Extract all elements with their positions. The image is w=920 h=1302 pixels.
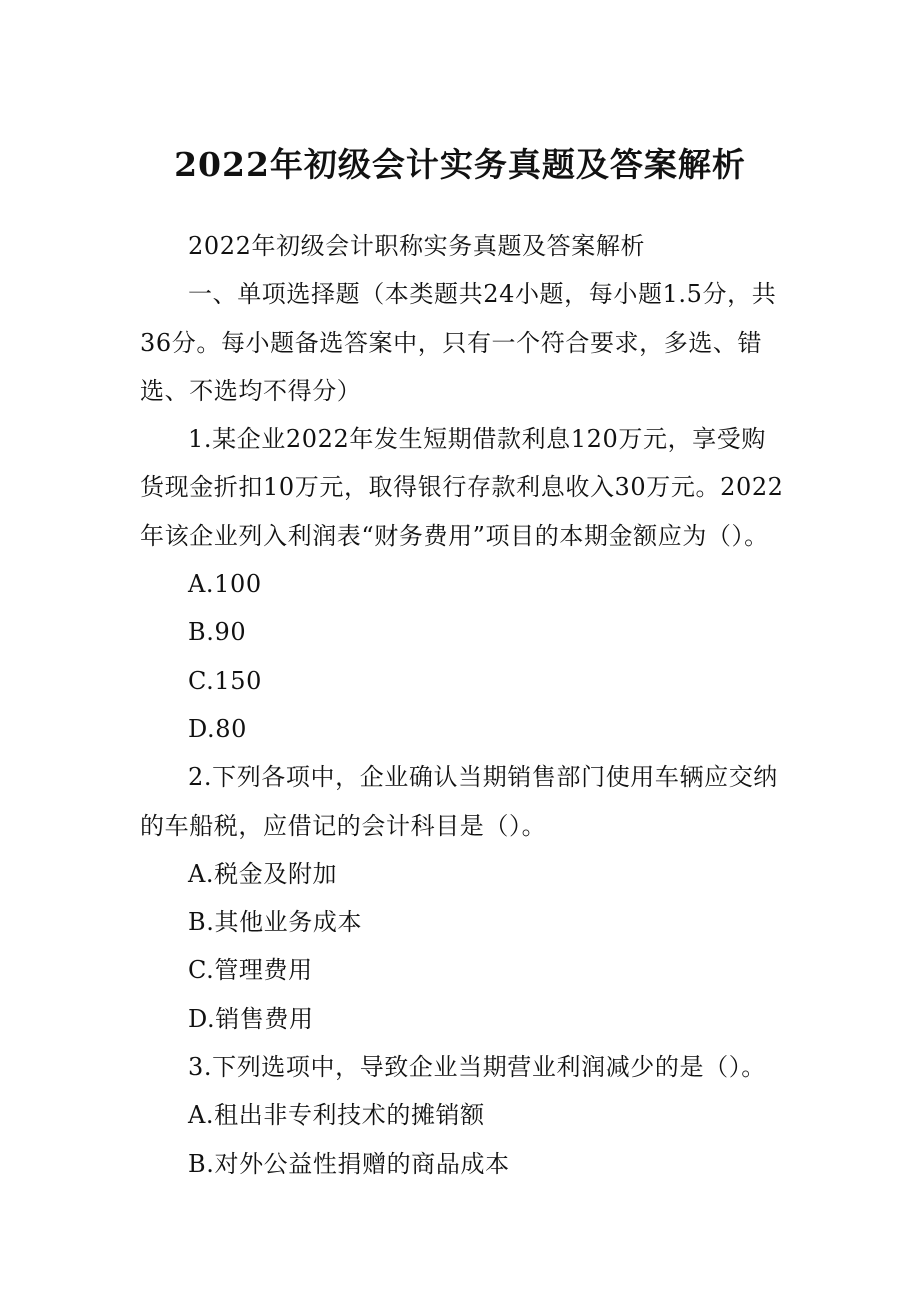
- paragraph: D.销售费用: [188, 1004, 314, 1033]
- paragraph: A.税金及附加: [188, 859, 338, 888]
- document-body: [140, 222, 790, 1188]
- paragraph: A.100: [188, 570, 262, 599]
- document-title: 2022年初级会计实务真题及答案解析: [174, 145, 746, 184]
- paragraph: B.对外公益性捐赠的商品成本: [188, 1149, 510, 1178]
- paragraph: B.其他业务成本: [188, 908, 363, 937]
- paragraph: 1.某企业2022年发生短期借款利息120万元，享受购货现金折扣10万元，取得银行存款利息收入30万元。2022年该企业列入利润表“财务费用”项目的本期金额应为（）。: [140, 425, 784, 550]
- paragraph: D.80: [188, 714, 247, 743]
- paragraph: B.90: [188, 618, 247, 647]
- paragraph: 3.下列选项中，导致企业当期营业利润减少的是（）。: [188, 1053, 766, 1082]
- paragraph: 一、单项选择题（本类题共24小题，每小题1.5分，共36分。每小题备选答案中，只有一个符合要求，多选、错选、不选均不得分）: [140, 280, 777, 405]
- paragraph: 2022年初级会计职称实务真题及答案解析: [188, 232, 646, 260]
- paragraph: A.租出非专利技术的摊销额: [188, 1101, 485, 1130]
- paragraph: C.150: [188, 666, 262, 695]
- paragraph: C.管理费用: [188, 956, 313, 985]
- paragraph: 2.下列各项中，企业确认当期销售部门使用车辆应交纳的车船税，应借记的会计科目是（）。: [140, 763, 778, 840]
